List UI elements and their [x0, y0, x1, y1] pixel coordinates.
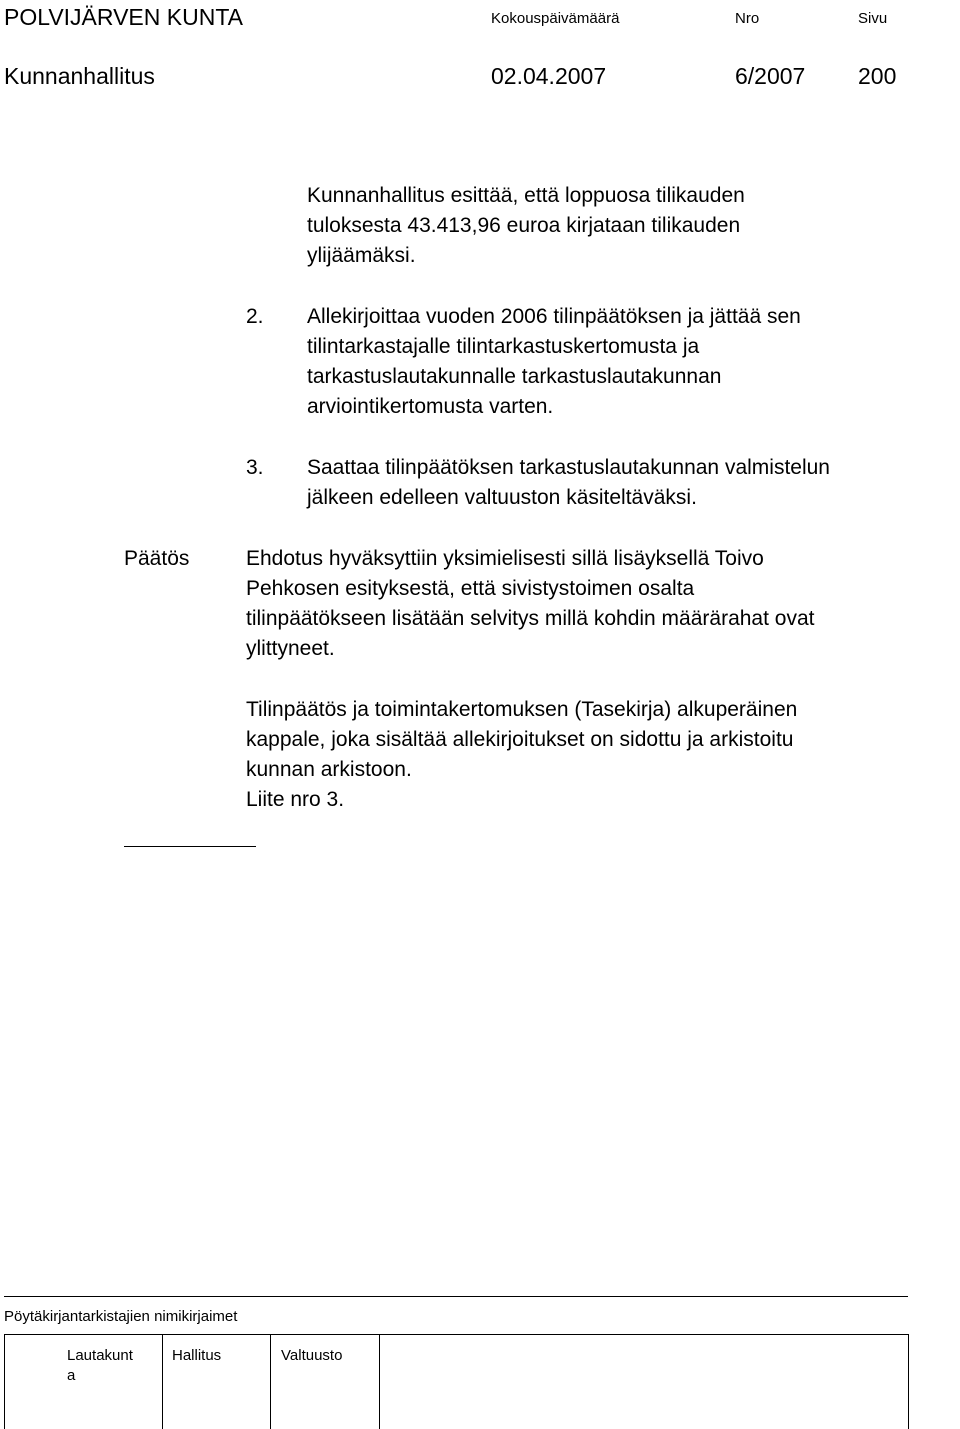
footer-top-rule — [4, 1296, 908, 1297]
note-paragraph — [246, 695, 797, 815]
footer-right-border — [908, 1334, 909, 1429]
footer-committee-label — [67, 1346, 133, 1386]
text-line: ylijäämäksi. — [307, 244, 416, 267]
organization-name: POLVIJÄRVEN KUNTA — [4, 4, 244, 30]
decision-label: Päätös — [124, 547, 190, 570]
text-line: a — [67, 1367, 76, 1384]
number-label: Nro — [735, 10, 760, 27]
item-2-number: 2. — [246, 305, 264, 328]
item-3-paragraph — [307, 453, 830, 513]
intro-paragraph — [307, 181, 745, 271]
text-line: ylittyneet. — [246, 637, 335, 660]
body-name: Kunnanhallitus — [4, 63, 155, 89]
text-line: tilintarkastajalle tilintarkastuskertomusta ja — [307, 335, 700, 358]
footer-council-label: Valtuusto — [281, 1347, 343, 1364]
decision-paragraph — [246, 544, 814, 664]
text-line: Ehdotus hyväksyttiin yksimielisesti sillä lisäyksellä Toivo — [246, 547, 764, 570]
text-line: tarkastuslautakunnalle tarkastuslautakunnan — [307, 365, 722, 388]
meeting-number: 6/2007 — [735, 63, 806, 89]
footer-divider — [270, 1334, 271, 1429]
item-3-number: 3. — [246, 456, 264, 479]
text-line: jälkeen edelleen valtuuston käsiteltäväksi. — [307, 486, 697, 509]
meeting-date: 02.04.2007 — [491, 63, 607, 89]
text-line: Kunnanhallitus esittää, että loppuosa tilikauden — [307, 184, 745, 207]
text-line: tuloksesta 43.413,96 euroa kirjataan tilikauden — [307, 214, 741, 237]
footer-inner-rule — [4, 1334, 908, 1335]
page-label: Sivu — [858, 10, 888, 27]
text-line: Lautakunt — [67, 1347, 133, 1364]
text-line: kunnan arkistoon. — [246, 758, 412, 781]
footer-board-label: Hallitus — [172, 1347, 222, 1364]
text-line: tilinpäätökseen lisätään selvitys millä kohdin määrärahat ovat — [246, 607, 815, 630]
text-line: Pehkosen esityksestä, että sivistystoimen osalta — [246, 577, 695, 600]
text-line: Tilinpäätös ja toimintakertomuksen (Tasekirja) alkuperäinen — [246, 698, 798, 721]
text-line: kappale, joka sisältää allekirjoitukset on sidottu ja arkistoitu — [246, 728, 794, 751]
text-line: Allekirjoittaa vuoden 2006 tilinpäätöksen ja jättää sen — [307, 305, 801, 328]
text-line: Liite nro 3. — [246, 788, 345, 811]
item-2-paragraph — [307, 302, 801, 422]
footer-divider — [162, 1334, 163, 1429]
text-line: arviointikertomusta varten. — [307, 395, 554, 418]
footer-divider — [379, 1334, 380, 1429]
section-end-rule — [124, 846, 256, 847]
text-line: Saattaa tilinpäätöksen tarkastuslautakunnan valmistelun — [307, 456, 830, 479]
meeting-date-label: Kokouspäivämäärä — [491, 10, 620, 27]
footer-title: Pöytäkirjantarkistajien nimikirjaimet — [4, 1308, 238, 1325]
page-number: 200 — [858, 63, 897, 89]
footer-left-border — [4, 1334, 5, 1429]
